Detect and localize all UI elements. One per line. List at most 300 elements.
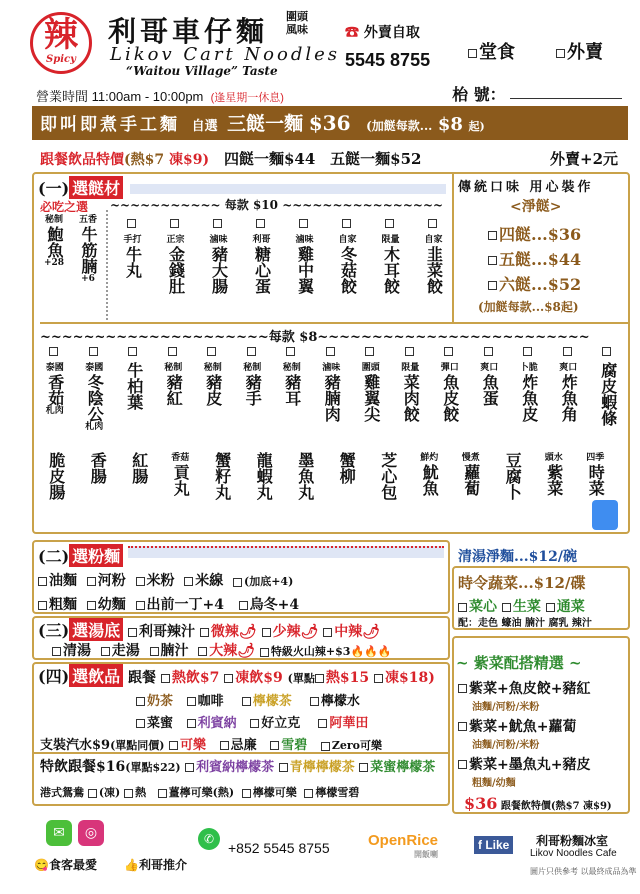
must-eat-divider xyxy=(106,210,108,320)
menu-item[interactable] xyxy=(413,212,454,294)
item-name: 蟹柳 xyxy=(337,452,357,484)
item-checkbox[interactable] xyxy=(602,347,611,356)
menu-item[interactable] xyxy=(510,340,548,422)
section4-num: (四) xyxy=(38,667,70,686)
item-prefix: 秘制 xyxy=(164,363,183,373)
item-name: 木耳餃 xyxy=(381,246,401,294)
item-name: 紅腸 xyxy=(129,452,149,484)
promo-left: 即叫即煮手工麵 xyxy=(40,115,180,135)
item-checkbox[interactable] xyxy=(213,219,222,228)
item-prefix: 手打 xyxy=(123,235,142,245)
item-prefix: 自家 xyxy=(424,235,443,245)
legend2-text: 利哥推介 xyxy=(138,858,187,872)
drink-opt-1[interactable]: 咖啡 xyxy=(187,694,224,709)
item-checkbox[interactable] xyxy=(484,347,493,356)
menu-item[interactable] xyxy=(115,340,153,410)
promo-add-price: $8 xyxy=(437,114,463,135)
menu-item[interactable] xyxy=(431,340,469,422)
menu-item[interactable] xyxy=(410,452,450,496)
each8-text: 每款 $8 xyxy=(268,330,318,345)
combo-checkbox[interactable] xyxy=(458,760,467,769)
logo-sub: Spicy xyxy=(46,54,76,65)
item-note: 札肉 xyxy=(85,422,104,432)
side-title: 傳統口味 用心裝作 xyxy=(458,180,594,195)
soup-opt-8[interactable]: 特級火山辣+$3🔥🔥🔥 xyxy=(260,645,392,658)
noodle-opt-2[interactable]: 米粉 xyxy=(136,573,175,589)
item-name: 香茹 xyxy=(45,374,65,406)
veg-opt-0[interactable]: 菜心 xyxy=(458,599,497,615)
each8-label: ~~~~~~~~~~~~~~~~~~~~~每款 $8~~~~~~~~~~~~~~~~~~~~~~~~~ xyxy=(40,322,628,345)
drinks-line-hot: (熱$7 xyxy=(124,152,165,168)
phone-block xyxy=(345,22,430,71)
item-name: 豬手 xyxy=(243,374,263,406)
item-prefix: 滷味 xyxy=(295,235,314,245)
item-name: 金錢肚 xyxy=(166,246,186,294)
fb-text: Like xyxy=(485,838,510,852)
side-checkbox[interactable] xyxy=(488,256,497,265)
side-item-label: 六餸...$52 xyxy=(499,275,582,294)
combo-item-name: 紫菜+墨魚丸+豬皮 xyxy=(469,757,591,773)
side-add: (加餸每款...$8起) xyxy=(478,300,579,314)
menu-item[interactable] xyxy=(550,340,588,422)
veg-label: 時令蔬菜...$12/碟 xyxy=(458,574,586,592)
menu-item[interactable] xyxy=(273,340,311,406)
special-note: (單點$22) xyxy=(125,761,181,774)
side-sub: <淨餸> xyxy=(510,199,562,215)
side-item[interactable] xyxy=(488,247,581,270)
item-prefix: 限量 xyxy=(401,363,420,373)
side-checkbox[interactable] xyxy=(488,231,497,240)
menu-item[interactable] xyxy=(285,452,325,500)
soup-opt-4[interactable]: 清湯 xyxy=(52,643,91,659)
drink-opt-6[interactable]: 好立克 xyxy=(250,716,300,731)
soda-row xyxy=(40,734,382,753)
item-checkbox[interactable] xyxy=(428,219,437,228)
item-prefix: 爽口 xyxy=(480,363,499,373)
item-prefix: 秘制 xyxy=(44,215,63,225)
soda-opt-3[interactable]: Zero可樂 xyxy=(321,739,382,752)
drink-opt-5[interactable]: 利賓納 xyxy=(187,716,237,731)
section4-header xyxy=(38,664,435,687)
hours-text: 營業時間 11:00am - 10:00pm xyxy=(36,89,204,104)
menu-item[interactable] xyxy=(72,214,104,285)
item-checkbox[interactable] xyxy=(523,347,532,356)
item-name: 炸魚皮 xyxy=(519,374,539,422)
menu-item[interactable] xyxy=(352,340,390,422)
menu-item[interactable] xyxy=(451,452,491,496)
promo-bar xyxy=(32,106,628,140)
combo-checkbox[interactable] xyxy=(458,684,467,693)
menu-item[interactable] xyxy=(313,340,351,422)
side-item-label: 五餸...$44 xyxy=(499,250,582,269)
soda-opt-1[interactable]: 忌廉 xyxy=(220,738,257,753)
item-note: 札肉 xyxy=(45,406,64,416)
item-name: 時菜 xyxy=(586,464,606,496)
logo-char: 辣 xyxy=(44,15,78,55)
special-opt-0[interactable]: 利賓納檸檬茶 xyxy=(185,760,274,775)
section3-row1 xyxy=(38,618,380,641)
item-prefix: 頭水 xyxy=(544,453,563,463)
drinks-meal: 跟餐 xyxy=(128,670,157,686)
item-name: 墨魚丸 xyxy=(295,452,315,500)
drinks-line-cold: 凍$9) xyxy=(168,152,210,168)
legend1-text: 食客最愛 xyxy=(48,858,97,872)
section2-header xyxy=(38,544,123,567)
item-prefix: 鮮灼 xyxy=(420,453,439,463)
item-checkbox[interactable] xyxy=(127,219,136,228)
combo-item[interactable] xyxy=(458,716,576,751)
special2-label: 港式鴛鴦 xyxy=(40,786,84,799)
drinks-line-four: 四餸一麵$44 xyxy=(223,150,316,168)
item-checkbox[interactable] xyxy=(207,347,216,356)
section1-num: (一) xyxy=(38,179,70,198)
item-prefix: 秘制 xyxy=(243,363,262,373)
menu-item[interactable] xyxy=(327,212,368,294)
section4-title: 選飲品 xyxy=(69,664,123,687)
special2-opt-1[interactable]: 熱 xyxy=(124,786,146,799)
special-row xyxy=(40,756,435,776)
soup-opt-3[interactable]: 中辣🌶 xyxy=(323,624,380,640)
combo-price-row xyxy=(464,794,612,813)
menu-item[interactable] xyxy=(155,212,196,294)
item-checkbox[interactable] xyxy=(563,347,572,356)
special2-opt-4[interactable]: 檸檬雪碧 xyxy=(304,786,359,799)
menu-item[interactable] xyxy=(392,340,430,422)
item-name: 鮑魚 xyxy=(45,226,64,258)
combo-price: $36 xyxy=(464,794,498,813)
item-prefix: 香菇 xyxy=(171,453,190,463)
item-checkbox[interactable] xyxy=(89,347,98,356)
item-prefix: 秘制 xyxy=(203,363,222,373)
soup-opt-1[interactable]: 微辣🌶 xyxy=(200,624,257,640)
side-item[interactable] xyxy=(488,272,581,295)
item-name: 豆腐卜 xyxy=(503,452,523,500)
veg-opt-1[interactable]: 生菜 xyxy=(502,599,541,615)
facebook-icon: f xyxy=(478,838,482,852)
combo-item-sub: 粗麵/幼麵 xyxy=(472,778,516,789)
item-checkbox[interactable] xyxy=(326,347,335,356)
wechat-icon[interactable]: ✉ xyxy=(46,820,72,846)
menu-item[interactable] xyxy=(368,452,408,500)
drinks-line-five: 五餸一麵$52 xyxy=(330,150,422,168)
special-opt-1[interactable]: 青檸檸檬茶 xyxy=(279,760,355,775)
combo-item[interactable] xyxy=(458,754,590,789)
legend-rec xyxy=(124,856,187,873)
whatsapp-icon[interactable]: ✆ xyxy=(198,828,220,850)
section3-row2 xyxy=(52,640,392,660)
drink-hot-opt[interactable]: 熱飲$7 xyxy=(161,670,219,686)
each10-text: 每款 $10 xyxy=(224,198,279,212)
each10-label: ~~~~~~~~~~~ 每款 $10 ~~~~~~~~~~~~~~~~ xyxy=(110,198,444,212)
soup-opt-5[interactable]: 走湯 xyxy=(101,643,140,659)
facebook-like-button[interactable] xyxy=(474,836,513,854)
item-checkbox[interactable] xyxy=(342,219,351,228)
menu-item[interactable] xyxy=(36,452,76,500)
menu-item[interactable] xyxy=(76,340,114,433)
phone-number: 5545 8755 xyxy=(345,50,431,70)
item-name: 糖心蛋 xyxy=(252,246,272,294)
item-name: 魚皮餃 xyxy=(440,374,460,422)
item-prefix: 彈口 xyxy=(440,363,459,373)
phone-icon: ☎ xyxy=(345,25,359,41)
noodle-row1 xyxy=(38,570,293,590)
phone-label: 外賣自取 xyxy=(363,25,420,41)
special-row2 xyxy=(40,784,359,800)
must-eat-label: 必吃之選 xyxy=(40,200,89,214)
item-prefix: 泰國 xyxy=(45,363,64,373)
soda-label: 支裝汽水$9 xyxy=(40,738,111,753)
promo-add: (加餸每款... xyxy=(366,119,433,133)
combo-item-sub: 油麵/河粉/米粉 xyxy=(472,740,540,751)
soup-opt-7[interactable]: 大辣🌶 xyxy=(198,643,255,659)
noodle-opt-8[interactable]: 烏冬+4 xyxy=(239,597,299,613)
ticket-label: 枱 號： xyxy=(452,85,506,104)
soda-opt-0[interactable]: 可樂 xyxy=(169,738,206,753)
openrice-text: OpenRice xyxy=(368,832,439,849)
item-prefix: 慢煮 xyxy=(461,453,480,463)
combo-checkbox[interactable] xyxy=(458,722,467,731)
shop-name-en: Likov Cart Noodles xyxy=(110,44,341,65)
soup-opt-2[interactable]: 少辣🌶 xyxy=(262,624,319,640)
side-item[interactable] xyxy=(488,222,581,245)
item-name: 蟹籽丸 xyxy=(212,452,232,500)
item-name: 魚蛋 xyxy=(480,374,500,406)
section2-title: 選粉麵 xyxy=(69,544,123,567)
menu-item[interactable] xyxy=(327,452,367,484)
drink-cold-opt[interactable]: 凍飲$9 xyxy=(224,670,282,686)
section1-title: 選餸材 xyxy=(69,176,123,199)
item-prefix: 正宗 xyxy=(166,235,185,245)
shop-tagline: “Waitou Village” Taste xyxy=(126,64,278,78)
item-name: 牛筋腩 xyxy=(79,226,98,274)
menu-item[interactable] xyxy=(161,452,201,496)
menu-item[interactable] xyxy=(119,452,159,484)
menu-item[interactable] xyxy=(284,212,325,294)
item-prefix: 爽口 xyxy=(559,363,578,373)
special-divider xyxy=(34,752,448,754)
menu-item[interactable] xyxy=(370,212,411,294)
menu-item[interactable] xyxy=(155,340,193,406)
openrice-sub: 開飯喇 xyxy=(414,850,439,859)
drink-opt-4[interactable]: 菜蜜 xyxy=(136,716,173,731)
special2-opt-2[interactable]: 薑檸可樂(熱) xyxy=(158,786,234,799)
section2-band xyxy=(128,546,444,558)
drink-opt-0[interactable]: 奶茶 xyxy=(136,694,173,709)
promo-mid: 自選 xyxy=(191,119,218,134)
item-name: 豬皮 xyxy=(203,374,223,406)
menu-item[interactable] xyxy=(493,452,533,500)
menu-item[interactable] xyxy=(202,452,242,500)
section1-dotline xyxy=(130,184,446,194)
menu-item[interactable] xyxy=(234,340,272,406)
takeaway-option[interactable] xyxy=(556,38,603,64)
item-name: 腐皮蝦條 xyxy=(598,362,618,426)
closed-note: (逢星期一休息) xyxy=(210,92,284,104)
drink-single-cold-opt[interactable]: 凍$18) xyxy=(374,670,435,686)
special-label: 特飲跟餐$16 xyxy=(40,759,126,775)
item-name: 雞中翼 xyxy=(295,246,315,294)
drink-opt-3[interactable]: 檸檬水 xyxy=(310,694,360,709)
blue-basket xyxy=(592,500,618,530)
item-name: 豬耳 xyxy=(282,374,302,406)
item-prefix: 滷味 xyxy=(322,363,341,373)
item-name: 香腸 xyxy=(88,452,108,484)
menu-item[interactable] xyxy=(589,340,627,426)
item-name: 冬陰公 xyxy=(85,374,105,422)
item-name: 牛柏葉 xyxy=(124,362,144,410)
noodle-opt-6[interactable]: 幼麵 xyxy=(87,597,126,613)
legend-fav xyxy=(34,856,97,873)
shop-side: 圍頭風味 xyxy=(286,10,308,36)
dine-in-label: 堂食 xyxy=(479,42,515,63)
item-checkbox[interactable] xyxy=(444,347,453,356)
section2-num: (二) xyxy=(38,547,70,566)
menu-item[interactable] xyxy=(534,452,574,496)
menu-item[interactable] xyxy=(244,452,284,500)
item-prefix: 秘制 xyxy=(282,363,301,373)
noodle-extra-note: (加底+4) xyxy=(233,575,293,588)
item-prefix: 限量 xyxy=(381,235,400,245)
menu-item[interactable] xyxy=(112,212,153,278)
veg-note: 配：走色 蠔油 腩汁 腐乳 辣汁 xyxy=(458,618,592,629)
item-checkbox[interactable] xyxy=(365,347,374,356)
dine-in-option[interactable] xyxy=(468,38,515,64)
disclaimer: 圖片只供參考 以最終成品為準 xyxy=(530,867,637,876)
drinks-row1 xyxy=(136,690,360,709)
side-checkbox[interactable] xyxy=(488,281,497,290)
soup-opt-0[interactable]: 利哥辣汁 xyxy=(128,624,195,640)
menu-item[interactable] xyxy=(78,452,118,484)
noodle-opt-3[interactable]: 米線 xyxy=(184,573,223,589)
takeaway-label: 外賣 xyxy=(567,42,603,63)
noodle-row2 xyxy=(38,594,299,614)
noodle-opt-7[interactable]: 出前一丁+4 xyxy=(136,597,224,613)
item-name: 脆皮腸 xyxy=(46,452,66,500)
item-checkbox[interactable] xyxy=(385,219,394,228)
menu-item[interactable] xyxy=(198,212,239,294)
promo-add-tail: 起) xyxy=(468,120,485,133)
menu-item[interactable] xyxy=(194,340,232,406)
item-name: 紫菜 xyxy=(544,464,564,496)
soda-opt-2[interactable]: 雪碧 xyxy=(270,738,307,753)
item-prefix: 卜脆 xyxy=(519,363,538,373)
veg-opt-2[interactable]: 通菜 xyxy=(546,599,585,615)
item-prefix: 利哥 xyxy=(252,235,271,245)
item-prefix: 自家 xyxy=(338,235,357,245)
item-prefix: 滷味 xyxy=(209,235,228,245)
item-checkbox[interactable] xyxy=(168,347,177,356)
noodle-opt-5[interactable]: 粗麵 xyxy=(38,597,77,613)
item-name: 豬大腸 xyxy=(209,246,229,294)
shop-footer-zh: 利哥粉麵冰室 xyxy=(536,834,609,848)
item-name: 芝心包 xyxy=(378,452,398,500)
item-checkbox[interactable] xyxy=(49,347,58,356)
combo-item-sub: 油麵/河粉/米粉 xyxy=(472,702,540,713)
item-checkbox[interactable] xyxy=(247,347,256,356)
item-name: 韭菜餃 xyxy=(424,246,444,294)
drink-opt-2[interactable]: 檸檬茶 xyxy=(242,694,292,709)
instagram-icon[interactable]: ◎ xyxy=(78,820,104,846)
openrice-logo xyxy=(368,832,438,860)
drink-single-hot-opt[interactable]: 熱$15 xyxy=(315,670,369,686)
section3-num: (三) xyxy=(38,621,70,640)
drinks-line-takeaway: 外賣+2元 xyxy=(550,150,619,168)
drink-opt-7[interactable]: 阿華田 xyxy=(318,716,368,731)
veg-items xyxy=(458,596,585,616)
item-name: 雞翼尖 xyxy=(361,374,381,422)
item-name: 菜肉餃 xyxy=(401,374,421,422)
item-name: 貢丸 xyxy=(171,464,191,496)
item-checkbox[interactable] xyxy=(170,219,179,228)
ticket-line[interactable] xyxy=(510,98,622,99)
special2-opt-0[interactable]: (凍) xyxy=(88,786,120,799)
combo-item-name: 紫菜+魷魚+蘿蔔 xyxy=(469,719,577,735)
item-checkbox[interactable] xyxy=(286,347,295,356)
menu-item[interactable] xyxy=(471,340,509,406)
section3-title: 選湯底 xyxy=(69,618,123,641)
item-prefix: 圍頭 xyxy=(361,363,380,373)
item-note: +6 xyxy=(81,274,95,284)
item-checkbox[interactable] xyxy=(256,219,265,228)
drink-single: (單點 xyxy=(287,672,315,685)
item-checkbox[interactable] xyxy=(299,219,308,228)
item-name: 冬菇餃 xyxy=(338,246,358,294)
item-prefix: 泰國 xyxy=(85,363,104,373)
promo-price: $36 xyxy=(308,111,351,135)
thumbs-up-icon: 👍 xyxy=(124,858,139,872)
combo-item[interactable] xyxy=(458,678,590,713)
drinks-line xyxy=(40,148,630,169)
menu-item[interactable] xyxy=(36,340,74,417)
combo-title: ~ 紫菜配搭精選 ~ xyxy=(456,654,582,672)
item-note: +28 xyxy=(43,258,65,268)
promo-main: 三餸一麵 xyxy=(227,113,304,135)
hours xyxy=(36,86,284,105)
item-name: 龍蝦丸 xyxy=(254,452,274,500)
combo-item-name: 紫菜+魚皮餃+豬紅 xyxy=(469,681,591,697)
drinks-line-label: 跟餐飲品特價 xyxy=(40,152,124,168)
soda-note: (單點同價) xyxy=(110,739,165,752)
soup-noodle: 清湯淨麵...$12/碗 xyxy=(458,549,577,565)
item-name: 豬腩肉 xyxy=(322,374,342,422)
side-item-label: 四餸...$36 xyxy=(499,225,582,244)
item-name: 豬紅 xyxy=(164,374,184,406)
soup-opt-6[interactable]: 腩汁 xyxy=(150,643,189,659)
menu-item[interactable] xyxy=(38,214,70,269)
item-name: 牛丸 xyxy=(123,246,143,278)
item-checkbox[interactable] xyxy=(405,347,414,356)
item-name: 蘿蔔 xyxy=(461,464,481,496)
drinks-row2 xyxy=(136,712,368,731)
item-name: 炸魚角 xyxy=(559,374,579,422)
combo-price-note: 跟餐飲特價(熱$7 凍$9) xyxy=(500,801,612,812)
special-opt-2[interactable]: 菜蜜檸檬茶 xyxy=(359,760,435,775)
shop-footer-en: Likov Noodles Cafe xyxy=(530,848,617,859)
item-prefix: 四季 xyxy=(586,453,605,463)
noodle-opt-0[interactable]: 油麵 xyxy=(38,573,77,589)
menu-item[interactable] xyxy=(576,452,616,496)
footer-phone: +852 5545 8755 xyxy=(228,840,330,856)
logo xyxy=(30,12,92,74)
noodle-opt-1[interactable]: 河粉 xyxy=(87,573,126,589)
menu-item[interactable] xyxy=(241,212,282,294)
item-name: 魷魚 xyxy=(420,464,440,496)
item-checkbox[interactable] xyxy=(128,347,137,356)
smile-icon: 😋 xyxy=(34,858,49,872)
item-prefix: 五香 xyxy=(78,215,97,225)
special2-opt-3[interactable]: 檸檬可樂 xyxy=(242,786,297,799)
shop-name: 利哥車仔麵 xyxy=(108,15,269,48)
